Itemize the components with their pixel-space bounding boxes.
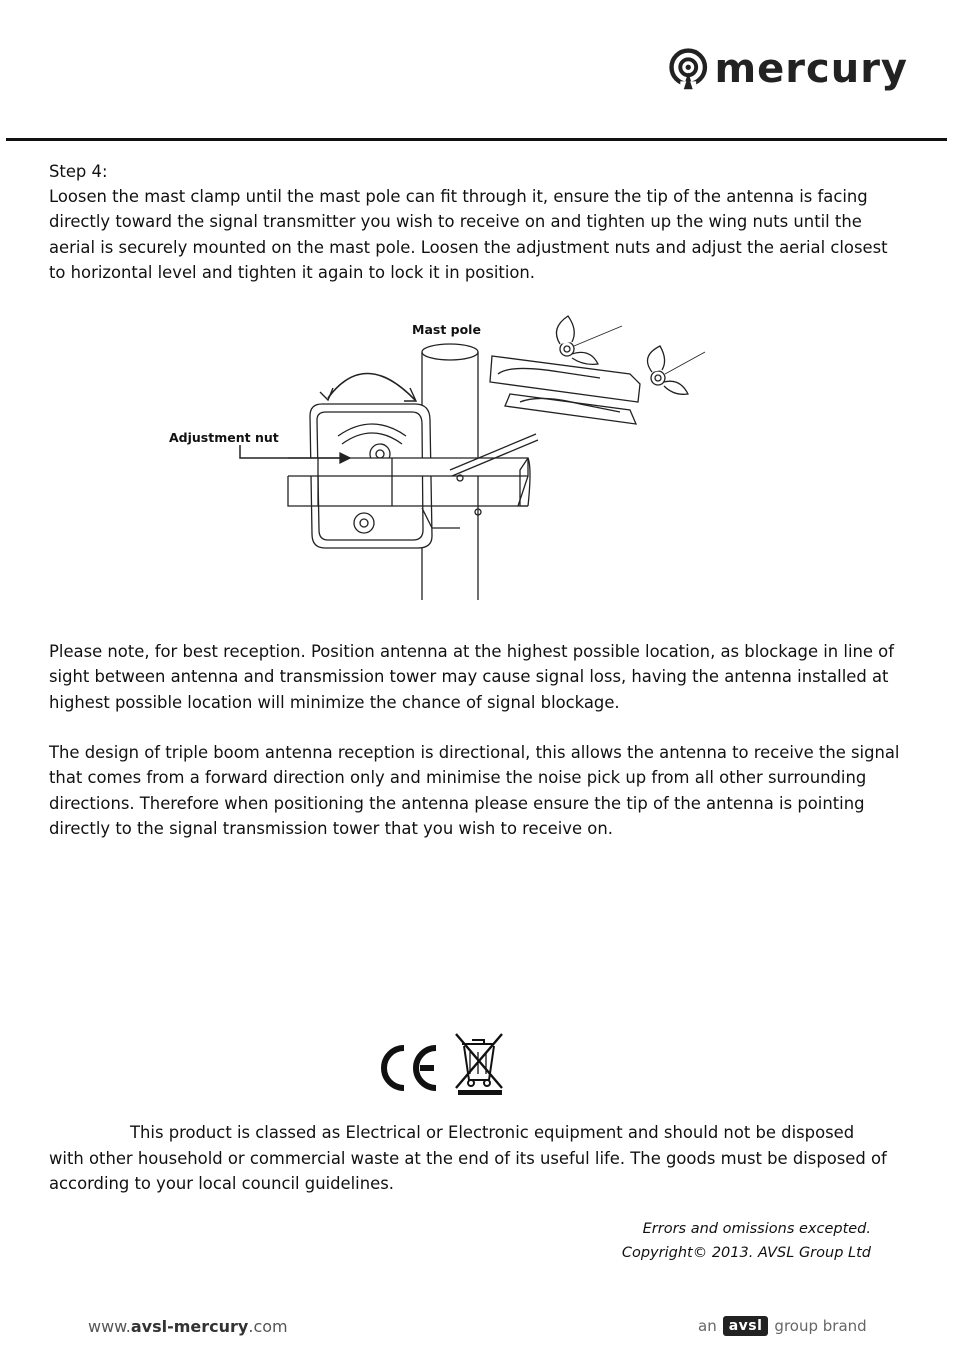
brand-name: mercury xyxy=(714,46,908,92)
disposal-notice xyxy=(49,1120,929,1197)
label-adjustment-nut: Adjustment nut xyxy=(169,430,279,445)
reception-note: Please note, for best reception. Position antenna at the highest possible location, as blockage in line of sight between antenna and transmission tower may cause signal loss, having the antenna installed at highest possible location will minimize the chance of signal blockage. xyxy=(49,642,894,712)
group-brand xyxy=(698,1314,867,1338)
compliance-symbols xyxy=(374,1032,508,1096)
step-body: Loosen the mast clamp until the mast pole can fit through it, ensure the tip of the antenna is facing directly toward the signal transmitter you wish to receive on and tighten up the wing nuts until the aerial is securely mounted on the mast pole. Loosen the adjustment nuts and adjust the aerial closest to horizontal level and tighten it again to lock it in position. xyxy=(49,187,888,282)
copyright: Copyright© 2013. AVSL Group Ltd xyxy=(621,1244,871,1261)
label-mast-pole: Mast pole xyxy=(412,322,481,337)
crossed-out-wheelie-bin-icon xyxy=(456,1034,502,1088)
header-divider xyxy=(6,138,947,141)
disposal-rest: with other household or commercial waste at the end of its useful life. The goods must be disposed of according to your local council guidelines. xyxy=(49,1148,887,1193)
directional-note: The design of triple boom antenna reception is directional, this allows the antenna to receive the signal that comes from a forward direction only and minimise the noise pick up from all other surrounding directions. Therefore when positioning the antenna please ensure the tip of the antenna is pointing directly to the signal transmission tower that you wish to receive on. xyxy=(49,743,900,838)
disposal-line-1: This product is classed as Electrical or Electronic equipment and should not be disposed xyxy=(130,1123,855,1142)
step-title: Step 4: xyxy=(49,162,108,181)
legal-notes xyxy=(622,1218,871,1265)
brand-suffix: group brand xyxy=(774,1317,867,1335)
brand-prefix: an xyxy=(698,1317,717,1335)
mast-clamp-illustration xyxy=(160,308,720,604)
avsl-logo: avsl xyxy=(723,1316,769,1336)
mounting-diagram xyxy=(160,308,720,604)
ce-mark-icon xyxy=(384,1048,436,1088)
errors-excepted: Errors and omissions excepted. xyxy=(642,1221,871,1237)
mercury-logo xyxy=(668,44,908,94)
mercury-logo-icon xyxy=(668,45,708,93)
footer-url[interactable]: www.avsl-mercury.com xyxy=(88,1317,288,1336)
